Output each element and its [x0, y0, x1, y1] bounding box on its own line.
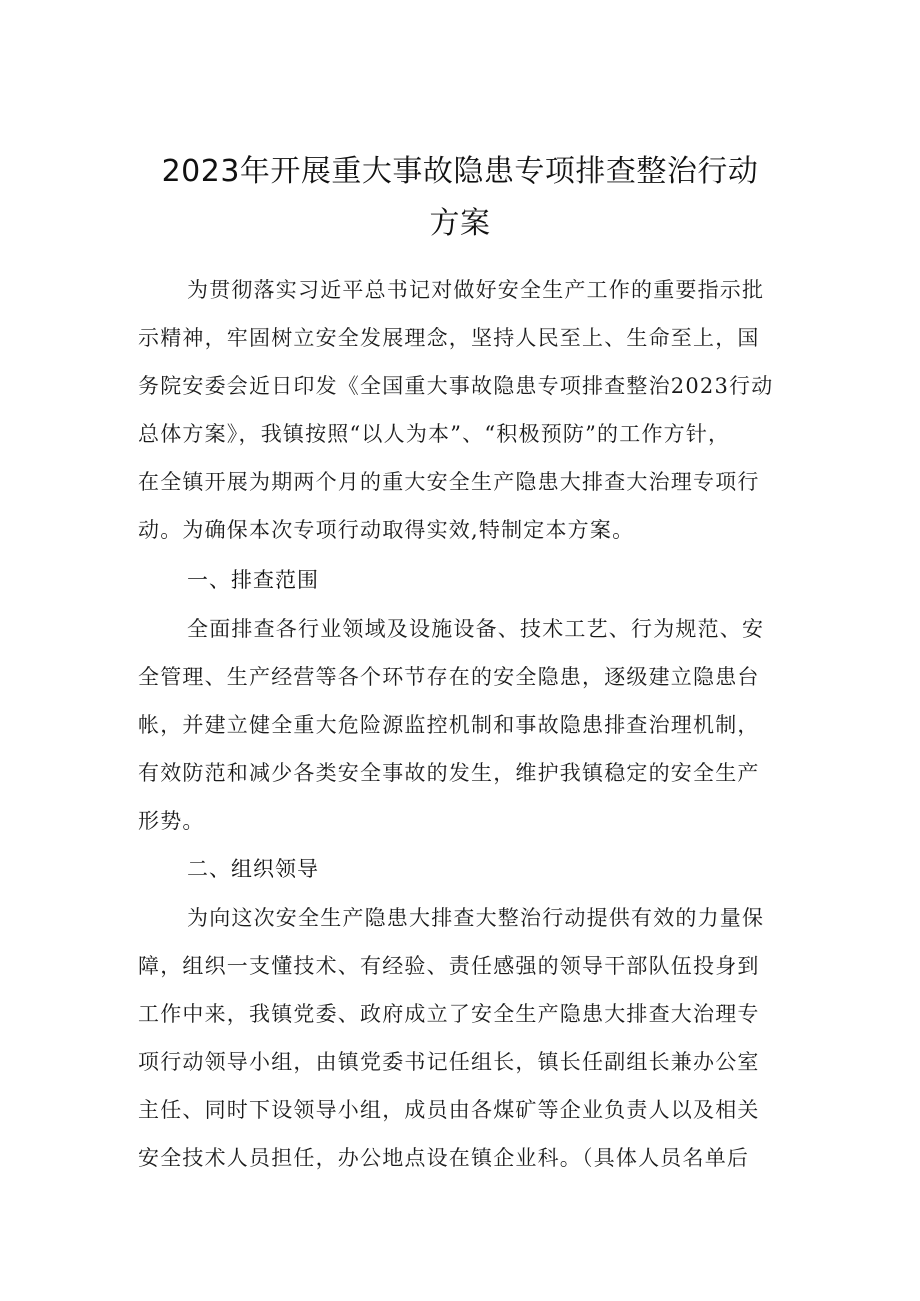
section-heading-leadership: 二、组织领导 [187, 857, 319, 881]
section2-line: 工作中来，我镇党委、政府成立了安全生产隐患大排查大治理专 [138, 1002, 760, 1026]
section1-line: 有效防范和减少各类安全事故的发生，维护我镇稳定的安全生产 [138, 761, 760, 785]
section2-line: 主任、同时下设领导小组，成员由各煤矿等企业负责人以及相关 [138, 1098, 760, 1122]
intro-line: 动。为确保本次专项行动取得实效,特制定本方案。 [138, 518, 635, 542]
intro-line: 总体方案》，我镇按照“以人为本”、“积极预防”的工作方针， [138, 422, 731, 446]
intro-line: 为贯彻落实习近平总书记对做好安全生产工作的重要指示批 [187, 278, 765, 302]
section2-line: 为向这次安全生产隐患大排查大整治行动提供有效的力量保 [187, 906, 765, 930]
section1-line: 全管理、生产经营等各个环节存在的安全隐患，逐级建立隐患台 [138, 665, 760, 689]
document-title-line-2: 方案 [429, 206, 491, 241]
section1-line: 帐，并建立健全重大危险源监控机制和事故隐患排查治理机制， [138, 713, 760, 737]
intro-line: 务院安委会近日印发《全国重大事故隐患专项排查整治2023行动 [138, 374, 774, 398]
section2-line: 障，组织一支懂技术、有经验、责任感强的领导干部队伍投身到 [138, 954, 760, 978]
section2-line: 项行动领导小组，由镇党委书记任组长，镇长任副组长兼办公室 [138, 1050, 760, 1074]
section1-line: 形势。 [138, 809, 205, 833]
intro-line: 示精神，牢固树立安全发展理念，坚持人民至上、生命至上，国 [138, 326, 760, 350]
document-title-line-1: 2023年开展重大事故隐患专项排查整治行动 [161, 154, 759, 189]
intro-line: 在全镇开展为期两个月的重大安全生产隐患大排查大治理专项行 [138, 470, 760, 494]
section2-line: 安全技术人员担任，办公地点设在镇企业科。（具体人员名单后 [138, 1146, 750, 1170]
section-heading-scope: 一、排查范围 [187, 568, 319, 592]
section1-line: 全面排查各行业领域及设施设备、技术工艺、行为规范、安 [187, 617, 765, 641]
